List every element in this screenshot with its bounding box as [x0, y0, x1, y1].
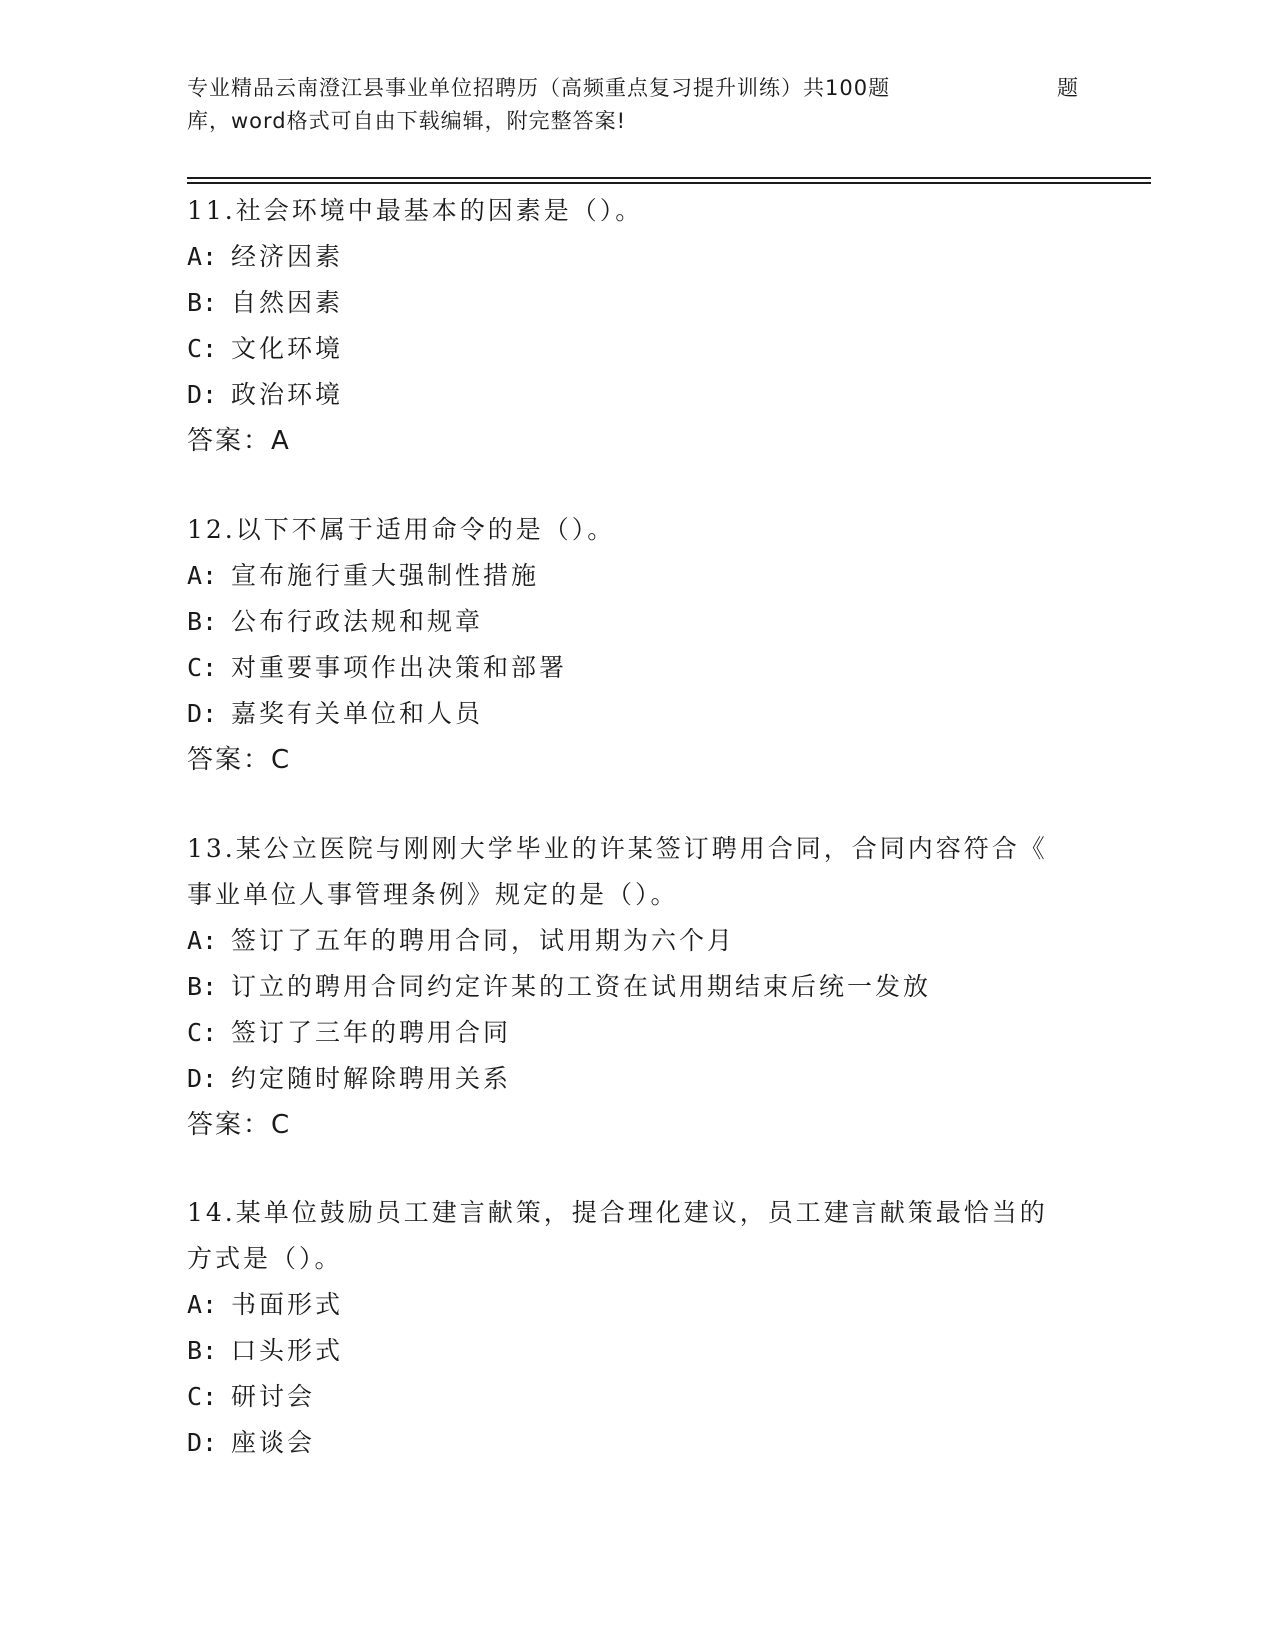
option-text: 签订了五年的聘用合同，试用期为六个月: [231, 926, 736, 955]
option-letter: A:: [187, 926, 218, 955]
option-d: [187, 372, 1087, 418]
question-12: [187, 507, 1087, 783]
option-text: 订立的聘用合同约定许某的工资在试用期结束后统一发放: [231, 972, 932, 1001]
option-text: 约定随时解除聘用关系: [231, 1064, 512, 1093]
option-c: [187, 645, 1087, 691]
option-letter: A:: [187, 1290, 218, 1319]
option-letter: B:: [187, 288, 218, 317]
option-d: [187, 691, 1087, 737]
option-letter: B:: [187, 607, 218, 636]
option-d: [187, 1056, 1087, 1102]
option-letter: B:: [187, 972, 218, 1001]
option-a: [187, 234, 1087, 280]
document-header: [187, 72, 1087, 138]
option-text: 书面形式: [231, 1290, 344, 1319]
option-a: [187, 553, 1087, 599]
option-a: [187, 918, 1087, 964]
option-letter: C:: [187, 1018, 218, 1047]
option-text: 口头形式: [231, 1336, 344, 1365]
question-stem-continued: 事业单位人事管理条例》规定的是（）。: [187, 880, 679, 909]
option-letter: D:: [187, 380, 218, 409]
question-stem: 11.社会环境中最基本的因素是（）。: [187, 196, 644, 225]
option-text: 宣布施行重大强制性措施: [231, 561, 540, 590]
option-letter: D:: [187, 1064, 218, 1093]
header-title-tail: 题: [1057, 76, 1079, 100]
option-letter: D:: [187, 699, 218, 728]
option-text: 公布行政法规和规章: [231, 607, 484, 636]
option-letter: C:: [187, 653, 218, 682]
option-text: 经济因素: [231, 242, 344, 271]
answer: 答案：C: [187, 1110, 292, 1140]
option-b: [187, 599, 1087, 645]
option-text: 签订了三年的聘用合同: [231, 1018, 512, 1047]
header-title: 专业精品云南澄江县事业单位招聘历（高频重点复习提升训练）共100题: [187, 76, 891, 100]
option-letter: C:: [187, 1382, 218, 1411]
option-c: [187, 1374, 1087, 1420]
header-line-2: 库，word格式可自由下载编辑，附完整答案!: [187, 109, 627, 133]
option-letter: B:: [187, 1336, 218, 1365]
option-letter: D:: [187, 1428, 218, 1457]
option-letter: C:: [187, 334, 218, 363]
header-line-1: [187, 72, 1087, 105]
header-rule-top: [187, 177, 1151, 179]
option-text: 研讨会: [231, 1382, 316, 1411]
option-text: 政治环境: [231, 380, 344, 409]
option-text: 对重要事项作出决策和部署: [231, 653, 568, 682]
option-letter: A:: [187, 242, 218, 271]
option-letter: A:: [187, 561, 218, 590]
option-b: [187, 280, 1087, 326]
question-stem: 12.以下不属于适用命令的是（）。: [187, 515, 616, 544]
option-text: 文化环境: [231, 334, 344, 363]
question-stem-continued: 方式是（）。: [187, 1244, 343, 1273]
option-b: [187, 964, 1087, 1010]
answer: 答案：A: [187, 426, 291, 456]
answer: 答案：C: [187, 745, 292, 775]
option-c: [187, 1010, 1087, 1056]
option-text: 自然因素: [231, 288, 344, 317]
option-d: [187, 1420, 1087, 1466]
header-rule-bottom: [187, 182, 1151, 184]
option-a: [187, 1282, 1087, 1328]
question-11: [187, 188, 1087, 464]
option-text: 嘉奖有关单位和人员: [231, 699, 484, 728]
question-14: [187, 1190, 1087, 1466]
question-stem: 13.某公立医院与刚刚大学毕业的许某签订聘用合同，合同内容符合《: [187, 834, 1048, 863]
option-text: 座谈会: [231, 1428, 316, 1457]
option-b: [187, 1328, 1087, 1374]
option-c: [187, 326, 1087, 372]
question-stem: 14.某单位鼓励员工建言献策，提合理化建议，员工建言献策最恰当的: [187, 1198, 1048, 1227]
question-13: [187, 826, 1087, 1148]
